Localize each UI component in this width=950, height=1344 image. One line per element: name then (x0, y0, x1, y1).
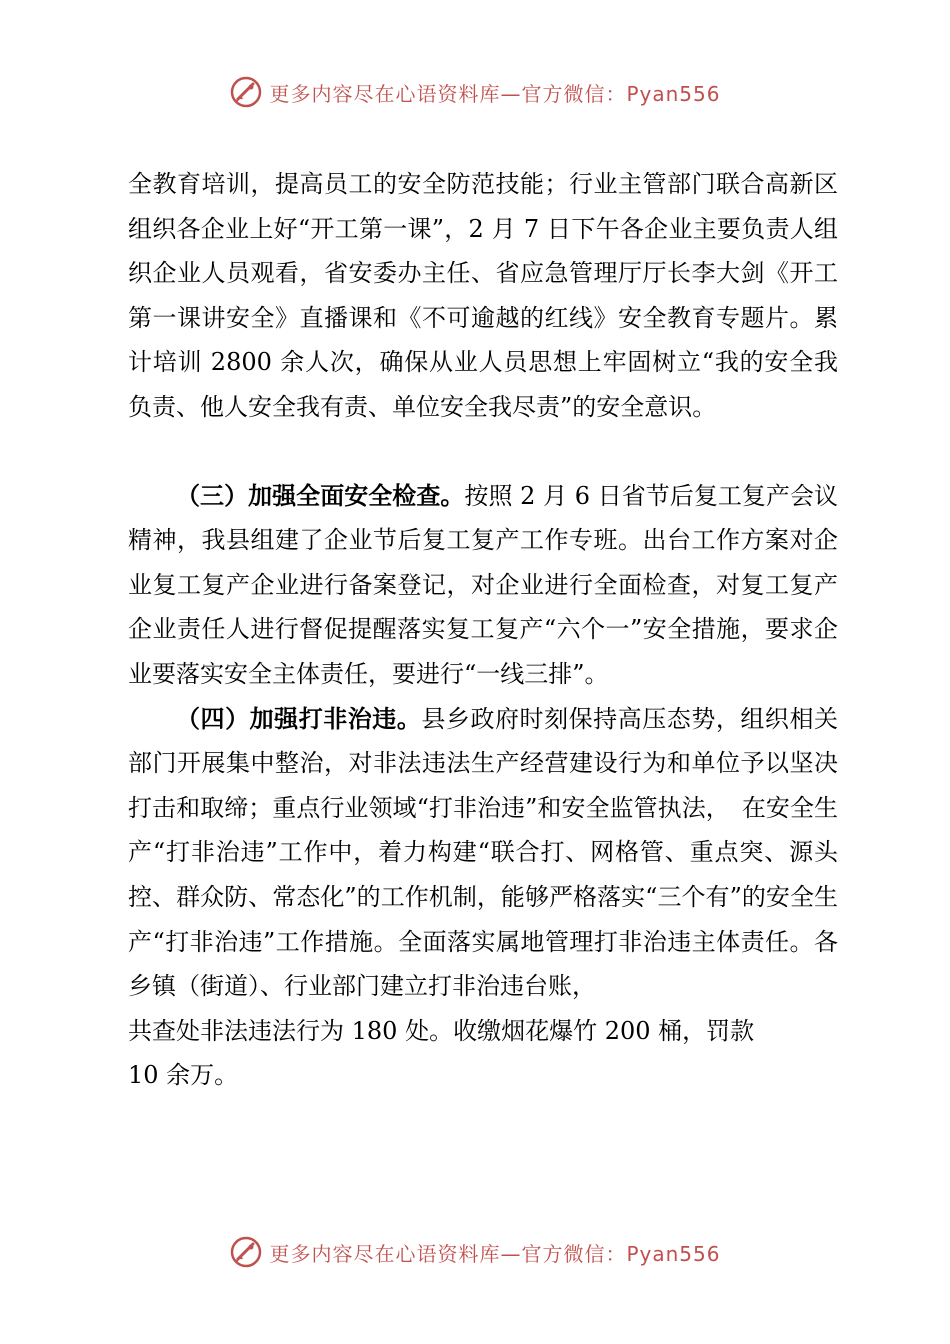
paragraph-safety-inspection (128, 474, 838, 697)
brush-logo-icon (229, 75, 263, 109)
banner-text: 更多内容尽在心语资料库—官方微信：Pyan556 (269, 1241, 721, 1266)
banner-text: 更多内容尽在心语资料库—官方微信：Pyan556 (269, 81, 721, 106)
section-tail-line-1: 共查处非法违法行为 180 处。收缴烟花爆竹 200 桶，罚款 (128, 1016, 755, 1045)
section-heading-three: （三）加强全面安全检查。 (176, 480, 465, 510)
header-banner (0, 72, 950, 112)
section-body-three: 按照 2 月 6 日省节后复工复产会议精神，我县组建了企业节后复工复产工作专班。出台工作方案对企业复工复产企业进行备案登记，对企业进行全面检查，对复工复产企业责任人进行督促提醒落实复工复产“六个一”安全措施，要求企业要落实安全主体责任，要进行“一线三排”。 (128, 481, 838, 688)
document-body (128, 162, 838, 1098)
section-tail-line-2: 10 余万。 (128, 1061, 239, 1090)
section-heading-four: （四）加强打非治违。 (176, 703, 422, 733)
brush-logo-icon (229, 1235, 263, 1269)
paragraph-training: 全教育培训，提高员工的安全防范技能；行业主管部门联合高新区组织各企业上好“开工第一课”，2 月 7 日下午各企业主要负责人组织企业人员观看，省安委办主任、省应急管理厅厅长李大剑《开工第一课讲安全》直播课和《不可逾越的红线》安全教育专题片。累计培训 2800 余人次，确保从业人员思想上牢固树立“我的安全我负责、他人安全我有责、单位安全我尽责”的安全意识。 (128, 170, 838, 421)
footer-banner (0, 1232, 950, 1272)
section-body-four: 县乡政府时刻保持高压态势，组织相关部门开展集中整治，对非法违法生产经营建设行为和单位予以坚决打击和取缔；重点行业领域“打非治违”和安全监管执法， 在安全生产“打非治违”工作中，着力构建“联合打、网格管、重点突、源头控、群众防、常态化”的工作机制，能够严格落实“三个有”的安全生产“打非治违”工作措施。全面落实属地管理打非治违主体责任。各乡镇（街道）、行业部门建立打非治违台账， (128, 704, 839, 1001)
paragraph-gap (128, 430, 838, 474)
paragraph-crackdown (128, 697, 838, 1098)
